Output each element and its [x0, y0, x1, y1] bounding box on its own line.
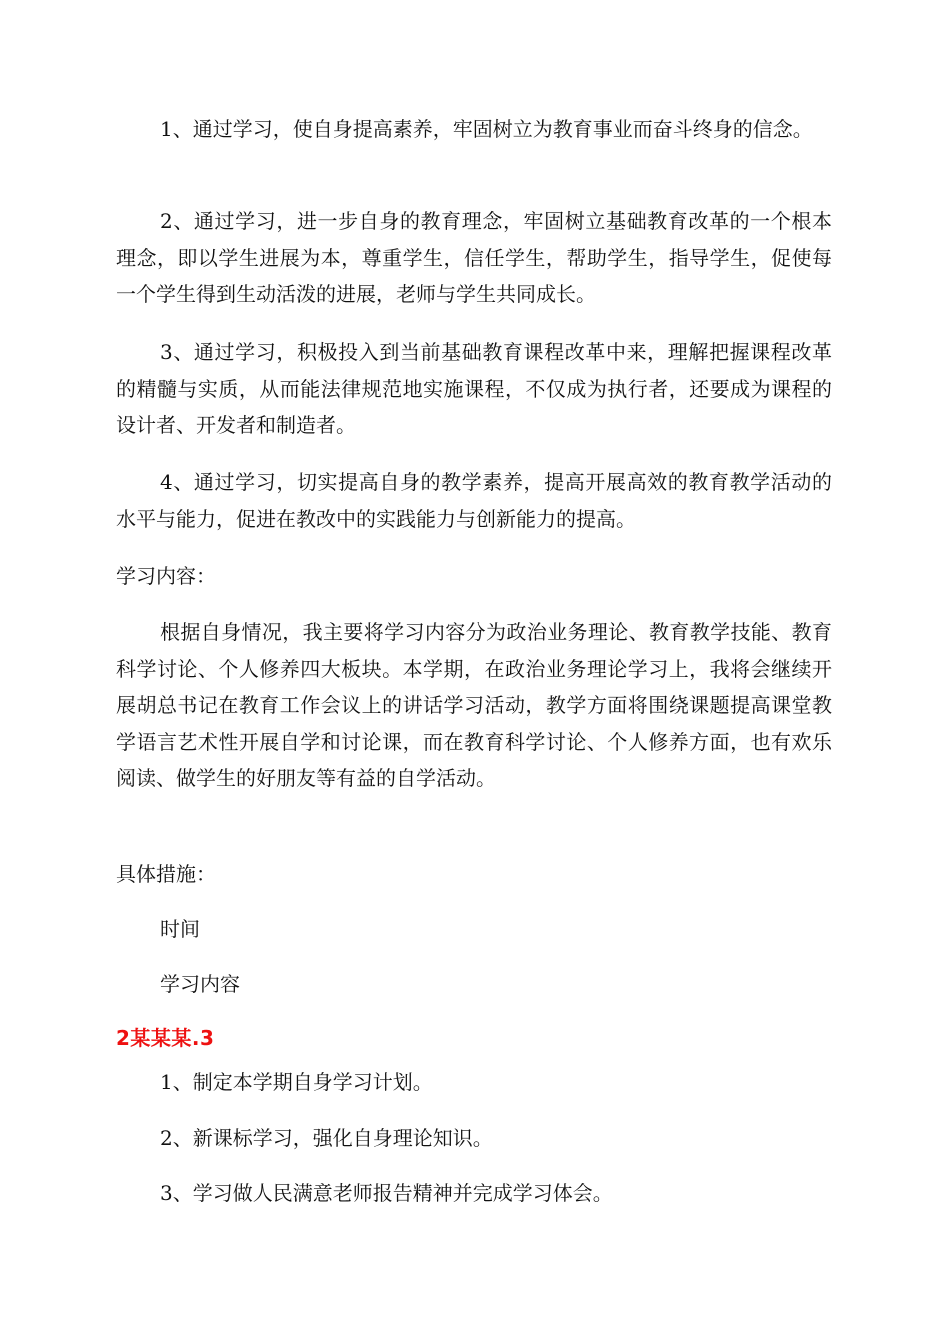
- plan-item-3: 3、学习做人民满意老师报告精神并完成学习体会。: [160, 1181, 613, 1205]
- plan-item-2: 2、新课标学习，强化自身理论知识。: [160, 1126, 493, 1150]
- objective-paragraph-2: 2、通过学习，进一步自身的教育理念，牢固树立基础教育改革的一个根本理念，即以学生进展为本，尊重学生，信任学生，帮助学生，指导学生，促使每一个学生得到生动活泼的进展，老师与学生共同成长。: [116, 209, 832, 306]
- content-heading: 学习内容：: [116, 564, 216, 588]
- objective-paragraph-4: 4、通过学习，切实提高自身的教学素养，提高开展高效的教育教学活动的水平与能力，促进在教改中的实践能力与创新能力的提高。: [116, 470, 832, 531]
- objective-paragraph-3: 3、通过学习，积极投入到当前基础教育课程改革中来，理解把握课程改革的精髓与实质，从而能法律规范地实施课程，不仅成为执行者，还要成为课程的设计者、开发者和制造者。: [116, 340, 832, 437]
- plan-item-1: 1、制定本学期自身学习计划。: [160, 1070, 433, 1094]
- table-column-content: 学习内容: [160, 972, 240, 996]
- objective-paragraph-1: 1、通过学习，使自身提高素养，牢固树立为教育事业而奋斗终身的信念。: [160, 117, 813, 141]
- measures-heading: 具体措施：: [116, 862, 216, 886]
- content-body-paragraph: 根据自身情况，我主要将学习内容分为政治业务理论、教育教学技能、教育科学讨论、个人修养四大板块。本学期，在政治业务理论学习上，我将会继续开展胡总书记在教育工作会议上的讲话学习活动，教学方面将围绕课题提高课堂教学语言艺术性开展自学和讨论课，而在教育科学讨论、个人修养方面，也有欢乐阅读、做学生的好朋友等有益的自学活动。: [116, 620, 832, 790]
- table-column-time: 时间: [160, 917, 200, 941]
- date-marker: 2某某某.3: [116, 1026, 215, 1050]
